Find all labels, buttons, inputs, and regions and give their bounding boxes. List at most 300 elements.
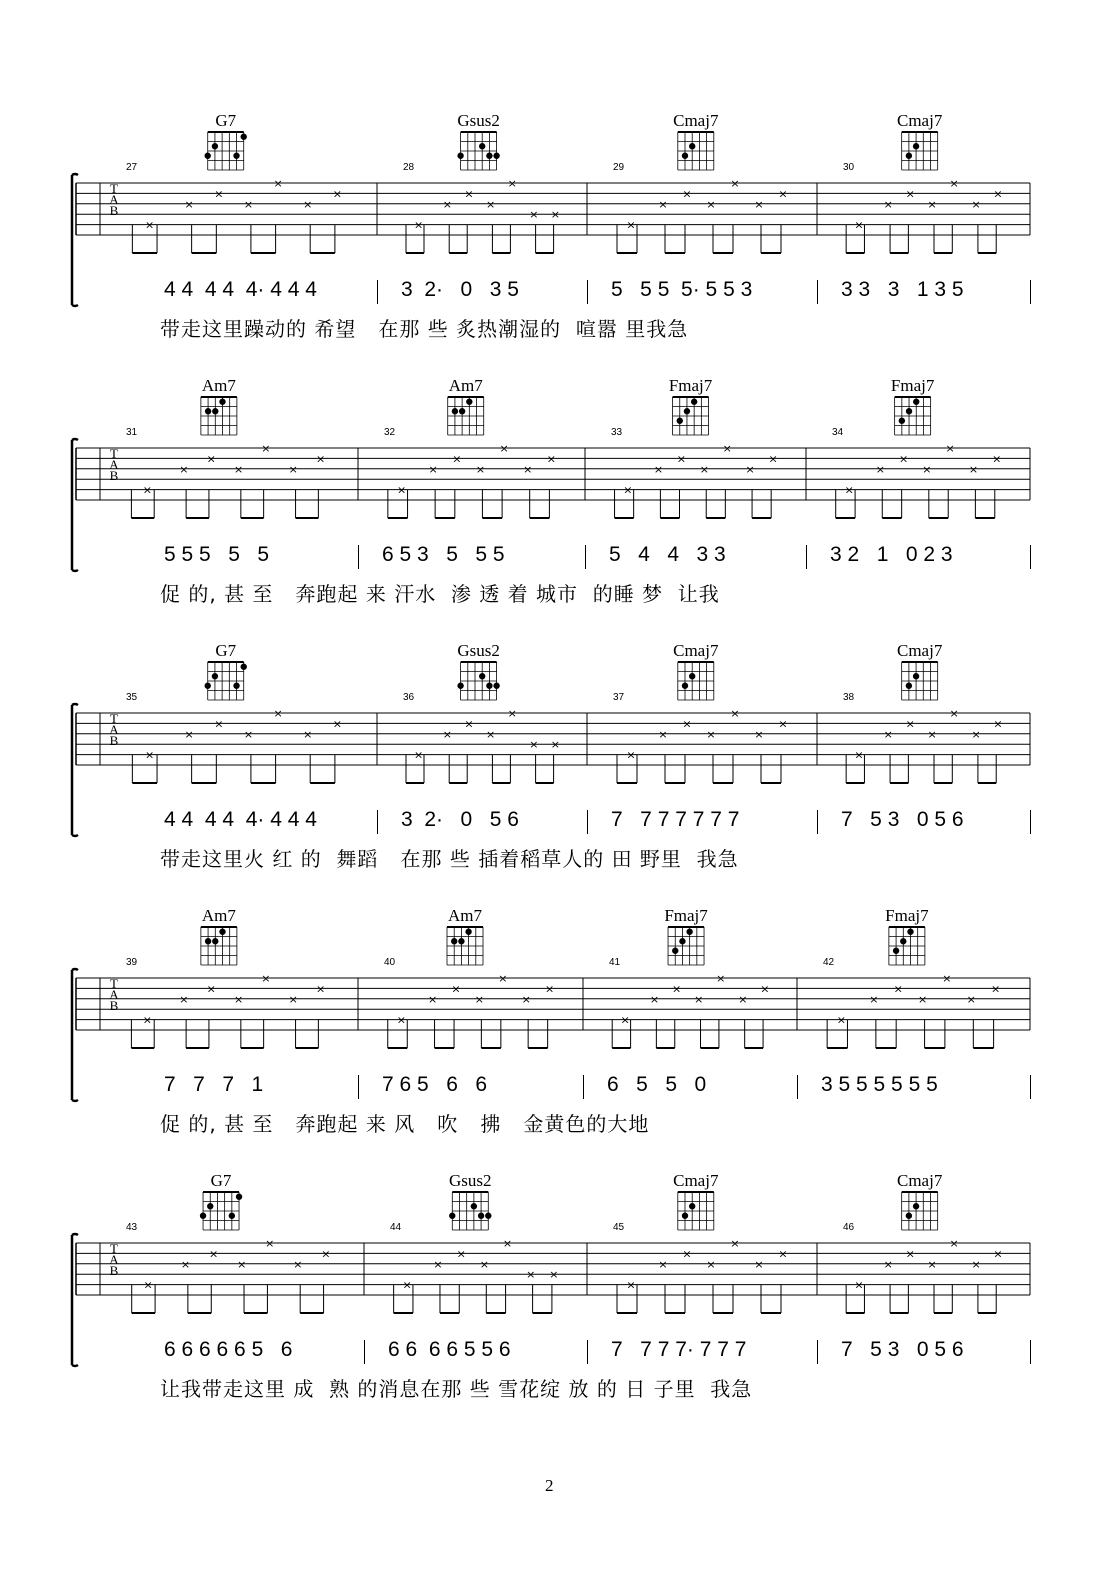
tab-note-x: × xyxy=(451,982,461,996)
jianpu-bar-line xyxy=(1030,545,1031,569)
tab-note-x: × xyxy=(760,982,770,996)
measure-number: 41 xyxy=(609,957,621,968)
jianpu-bar-line xyxy=(587,810,588,834)
finger-dot xyxy=(449,1213,455,1219)
finger-dot xyxy=(241,134,247,140)
tab-note-x: × xyxy=(682,187,692,201)
tab-note-x: × xyxy=(682,1247,692,1261)
finger-dot xyxy=(493,683,499,689)
tab-clef-letter: A xyxy=(109,1252,119,1267)
finger-dot xyxy=(486,683,492,689)
measure-number: 42 xyxy=(823,957,835,968)
finger-dot xyxy=(485,1213,491,1219)
tab-note-x: × xyxy=(745,462,755,476)
jianpu-bar-line xyxy=(377,280,378,304)
tab-clef-letter: B xyxy=(109,998,119,1013)
tab-note-x: × xyxy=(905,187,915,201)
chord-name: Gsus2 xyxy=(457,641,500,660)
chord-diagram xyxy=(678,132,714,170)
finger-dot xyxy=(236,1194,242,1200)
finger-dot xyxy=(219,399,225,405)
tab-note-x: × xyxy=(623,483,633,497)
tab-note-x: × xyxy=(507,177,517,190)
tab-staff xyxy=(0,110,1110,260)
finger-dot xyxy=(205,683,211,689)
tab-note-x: × xyxy=(992,452,1002,466)
finger-dot xyxy=(689,673,695,679)
tab-note-x: × xyxy=(145,748,155,762)
finger-dot xyxy=(205,408,211,414)
tab-note-x: × xyxy=(549,1268,559,1282)
tab-note-x: × xyxy=(671,982,682,996)
tab-note-x: × xyxy=(730,1237,740,1250)
tab-note-x: × xyxy=(474,992,485,1006)
tab-note-x: × xyxy=(544,982,555,996)
jianpu-bar-line xyxy=(1030,280,1031,304)
jianpu-bar-line xyxy=(358,545,359,569)
tab-note-x: × xyxy=(754,197,764,211)
tab-staff xyxy=(0,905,1110,1055)
tab-note-x: × xyxy=(854,748,864,762)
finger-dot xyxy=(689,1203,695,1209)
tab-clef-letter: T xyxy=(110,976,118,991)
jianpu-bar-line xyxy=(797,1075,798,1099)
chord-name: G7 xyxy=(215,641,237,660)
tab-staff xyxy=(0,1170,1110,1320)
jianpu-notation: 5 5 5 5 5 xyxy=(164,543,270,566)
tab-note-x: × xyxy=(316,452,326,466)
chord-diagram xyxy=(201,397,237,435)
jianpu-bar-line xyxy=(587,1340,588,1364)
jianpu-notation: 6 6 6 6 6 5 6 xyxy=(164,1338,293,1361)
tab-note-x: × xyxy=(332,717,342,731)
tab-note-x: × xyxy=(778,1247,788,1261)
tab-note-x: × xyxy=(243,197,254,211)
tab-note-x: × xyxy=(945,442,955,455)
tab-note-x: × xyxy=(529,208,539,222)
tab-note-x: × xyxy=(706,1257,716,1271)
finger-dot xyxy=(229,1213,235,1219)
finger-dot xyxy=(899,418,905,424)
chord-diagram xyxy=(200,1192,242,1230)
tab-note-x: × xyxy=(452,452,462,466)
tab-note-x: × xyxy=(303,197,313,211)
jianpu-bar-line xyxy=(817,1340,818,1364)
music-system xyxy=(0,375,1110,625)
finger-dot xyxy=(457,153,463,159)
measure-number: 44 xyxy=(390,1222,402,1233)
tab-note-x: × xyxy=(237,1257,247,1271)
tab-note-x: × xyxy=(836,1013,846,1027)
tab-note-x: × xyxy=(208,1247,219,1261)
measure-number: 39 xyxy=(126,957,138,968)
tab-note-x: × xyxy=(730,177,740,190)
chord-name: Cmaj7 xyxy=(673,1171,719,1190)
finger-dot xyxy=(471,1203,477,1209)
tab-note-x: × xyxy=(676,452,687,466)
tab-note-x: × xyxy=(738,992,748,1006)
finger-dot xyxy=(452,408,458,414)
measure-number: 40 xyxy=(384,957,396,968)
tab-note-x: × xyxy=(273,707,283,720)
tab-note-x: × xyxy=(754,727,764,741)
music-system xyxy=(0,905,1110,1155)
finger-dot xyxy=(913,1203,919,1209)
chord-name: Am7 xyxy=(201,906,236,925)
tab-note-x: × xyxy=(917,992,928,1006)
measure-number: 45 xyxy=(613,1222,625,1233)
chord-name: Am7 xyxy=(448,906,482,925)
tab-note-x: × xyxy=(529,738,539,752)
tab-note-x: × xyxy=(854,218,864,232)
tab-note-x: × xyxy=(949,177,959,190)
finger-dot xyxy=(906,408,912,414)
finger-dot xyxy=(913,143,919,149)
finger-dot xyxy=(486,153,492,159)
jianpu-notation: 6 6 6 6 5 5 6 xyxy=(388,1338,511,1361)
measure-number: 32 xyxy=(384,427,396,438)
tab-note-x: × xyxy=(993,187,1003,201)
finger-dot xyxy=(682,153,688,159)
tab-note-x: × xyxy=(966,992,976,1006)
tab-note-x: × xyxy=(179,992,189,1006)
tab-note-x: × xyxy=(922,462,932,476)
tab-note-x: × xyxy=(875,462,885,476)
tab-note-x: × xyxy=(550,738,561,752)
tab-note-x: × xyxy=(142,483,152,497)
jianpu-bar-line xyxy=(1030,1075,1031,1099)
jianpu-notation: 5 4 4 3 3 xyxy=(609,543,726,566)
finger-dot xyxy=(672,948,678,954)
jianpu-bar-line xyxy=(585,545,586,569)
chord-diagram xyxy=(678,662,714,700)
tab-note-x: × xyxy=(402,1278,412,1292)
music-system xyxy=(0,640,1110,890)
jianpu-notation: 3 2· 0 3 5 xyxy=(401,278,519,301)
tab-note-x: × xyxy=(971,197,981,211)
finger-dot xyxy=(233,683,239,689)
tab-note-x: × xyxy=(927,197,937,211)
measure-number: 33 xyxy=(611,427,623,438)
tab-clef-letter: B xyxy=(109,203,119,218)
lyrics-line: 让我带走这里 成 熟 的消息在那 些 雪花绽 放 的 日 子里 我急 xyxy=(160,1377,753,1401)
tab-note-x: × xyxy=(949,1237,959,1250)
tab-note-x: × xyxy=(142,1013,152,1027)
finger-dot xyxy=(893,948,899,954)
tab-note-x: × xyxy=(261,972,271,985)
tab-note-x: × xyxy=(214,717,224,731)
chord-name: Fmaj7 xyxy=(890,376,935,395)
measure-number: 35 xyxy=(126,692,138,703)
finger-dot xyxy=(459,408,465,414)
finger-dot xyxy=(913,399,919,405)
tab-note-x: × xyxy=(844,483,854,497)
chord-name: Am7 xyxy=(201,376,236,395)
jianpu-notation: 5 5 5 5· 5 5 3 xyxy=(611,278,753,301)
tab-note-x: × xyxy=(523,462,533,476)
chord-diagram xyxy=(457,132,499,170)
tab-note-x: × xyxy=(442,197,453,211)
finger-dot xyxy=(691,399,697,405)
finger-dot xyxy=(205,153,211,159)
tab-note-x: × xyxy=(905,1247,915,1261)
tab-note-x: × xyxy=(321,1247,331,1261)
finger-dot xyxy=(451,938,457,944)
jianpu-notation: 7 5 3 0 5 6 xyxy=(841,808,964,831)
finger-dot xyxy=(207,1203,213,1209)
finger-dot xyxy=(212,938,218,944)
jianpu-notation: 7 7 7 1 xyxy=(164,1073,264,1096)
jianpu-notation: 4 4 4 4 4· 4 4 4 xyxy=(164,808,317,831)
tab-note-x: × xyxy=(649,992,660,1006)
tab-note-x: × xyxy=(869,992,879,1006)
tab-note-x: × xyxy=(265,1237,275,1250)
measure-number: 43 xyxy=(126,1222,138,1233)
chord-diagram xyxy=(201,927,237,965)
tab-clef-letter: A xyxy=(109,987,119,1002)
chord-name: Fmaj7 xyxy=(664,906,708,925)
finger-dot xyxy=(900,938,906,944)
finger-dot xyxy=(682,683,688,689)
chord-name: Cmaj7 xyxy=(897,1171,943,1190)
tab-note-x: × xyxy=(464,187,474,201)
tab-note-x: × xyxy=(658,197,668,211)
chord-diagram xyxy=(895,397,931,435)
jianpu-bar-line xyxy=(377,810,378,834)
tab-note-x: × xyxy=(993,1247,1003,1261)
tab-note-x: × xyxy=(893,982,903,996)
finger-dot xyxy=(677,418,683,424)
tab-note-x: × xyxy=(626,218,636,232)
chord-name: Cmaj7 xyxy=(897,641,943,660)
tab-note-x: × xyxy=(768,452,778,466)
finger-dot xyxy=(465,929,471,935)
tab-note-x: × xyxy=(883,197,893,211)
measure-number: 34 xyxy=(832,427,844,438)
tab-clef-letter: A xyxy=(109,192,119,207)
tab-note-x: × xyxy=(854,1278,864,1292)
finger-dot xyxy=(241,664,247,670)
tab-note-x: × xyxy=(730,707,740,720)
chord-diagram xyxy=(457,662,499,700)
tab-note-x: × xyxy=(184,727,194,741)
jianpu-bar-line xyxy=(1030,1340,1031,1364)
tab-note-x: × xyxy=(883,727,893,741)
tab-note-x: × xyxy=(293,1257,303,1271)
finger-dot xyxy=(212,408,218,414)
tab-note-x: × xyxy=(464,717,474,731)
jianpu-bar-line xyxy=(806,545,807,569)
tab-note-x: × xyxy=(502,1237,513,1250)
tab-note-x: × xyxy=(396,1013,407,1027)
jianpu-bar-line xyxy=(587,280,588,304)
tab-note-x: × xyxy=(722,442,732,455)
tab-note-x: × xyxy=(433,1257,443,1271)
finger-dot xyxy=(689,143,695,149)
jianpu-notation: 7 7 7 7 7 7 7 xyxy=(611,808,740,831)
tab-note-x: × xyxy=(288,992,298,1006)
jianpu-bar-line xyxy=(817,280,818,304)
tab-clef-letter: T xyxy=(110,446,118,461)
chord-diagram xyxy=(448,397,484,435)
finger-dot xyxy=(200,1213,206,1219)
chord-diagram xyxy=(205,132,247,170)
tab-clef-letter: T xyxy=(110,711,118,726)
tab-note-x: × xyxy=(214,187,224,201)
measure-number: 30 xyxy=(843,162,855,173)
chord-name: Cmaj7 xyxy=(897,111,943,130)
finger-dot xyxy=(478,1213,484,1219)
jianpu-notation: 3 3 3 1 3 5 xyxy=(841,278,964,301)
finger-dot xyxy=(686,929,692,935)
tab-note-x: × xyxy=(233,992,244,1006)
tab-note-x: × xyxy=(427,992,438,1006)
tab-clef-letter: B xyxy=(109,1263,119,1278)
finger-dot xyxy=(906,153,912,159)
tab-note-x: × xyxy=(898,452,909,466)
finger-dot xyxy=(906,1213,912,1219)
chord-diagram xyxy=(889,927,925,965)
chord-name: Cmaj7 xyxy=(673,111,719,130)
finger-dot xyxy=(479,673,485,679)
tab-clef-letter: A xyxy=(109,722,119,737)
lyrics-line: 带走这里躁动的 希望 在那 些 炙热潮湿的 喧嚣 里我急 xyxy=(160,317,689,341)
tab-note-x: × xyxy=(626,1278,636,1292)
finger-dot xyxy=(479,143,485,149)
lyrics-line: 促 的, 甚 至 奔跑起 来 汗水 渗 透 着 城市 的睡 梦 让我 xyxy=(160,582,720,606)
finger-dot xyxy=(205,938,211,944)
finger-dot xyxy=(212,673,218,679)
tab-note-x: × xyxy=(927,1257,937,1271)
tab-note-x: × xyxy=(145,218,155,232)
tab-note-x: × xyxy=(233,462,244,476)
tab-note-x: × xyxy=(550,208,561,222)
tab-staff xyxy=(0,375,1110,525)
tab-note-x: × xyxy=(143,1278,153,1292)
tab-note-x: × xyxy=(968,462,979,476)
finger-dot xyxy=(493,153,499,159)
tab-note-x: × xyxy=(526,1268,536,1282)
finger-dot xyxy=(684,408,690,414)
tab-note-x: × xyxy=(180,1257,191,1271)
tab-note-x: × xyxy=(653,462,664,476)
chord-name: Fmaj7 xyxy=(668,376,713,395)
finger-dot xyxy=(219,929,225,935)
tab-clef-letter: A xyxy=(109,457,119,472)
chord-name: Cmaj7 xyxy=(673,641,719,660)
tab-note-x: × xyxy=(332,187,342,201)
jianpu-bar-line xyxy=(358,1075,359,1099)
tab-note-x: × xyxy=(949,707,959,720)
tab-note-x: × xyxy=(413,748,424,762)
jianpu-notation: 3 5 5 5 5 5 5 xyxy=(821,1073,938,1096)
chord-diagram xyxy=(668,927,704,965)
jianpu-bar-line xyxy=(1030,810,1031,834)
tab-note-x: × xyxy=(754,1257,764,1271)
tab-note-x: × xyxy=(397,483,407,497)
measure-number: 38 xyxy=(843,692,855,703)
chord-diagram xyxy=(449,1192,491,1230)
tab-note-x: × xyxy=(475,462,486,476)
tab-note-x: × xyxy=(993,717,1003,731)
jianpu-bar-line xyxy=(364,1340,365,1364)
measure-number: 46 xyxy=(843,1222,855,1233)
tab-note-x: × xyxy=(699,462,709,476)
tab-note-x: × xyxy=(658,727,668,741)
tab-note-x: × xyxy=(620,1013,630,1027)
tab-clef-letter: B xyxy=(109,468,119,483)
tab-note-x: × xyxy=(413,218,424,232)
tab-note-x: × xyxy=(546,452,556,466)
jianpu-bar-line xyxy=(583,1075,584,1099)
chord-name: G7 xyxy=(215,111,237,130)
measure-number: 37 xyxy=(613,692,625,703)
chord-diagram xyxy=(678,1192,714,1230)
lyrics-line: 带走这里火 红 的 舞蹈 在那 些 插着稻草人的 田 野里 我急 xyxy=(160,847,739,871)
tab-note-x: × xyxy=(243,727,254,741)
tab-note-x: × xyxy=(261,442,271,455)
music-system xyxy=(0,110,1110,360)
measure-number: 31 xyxy=(126,427,138,438)
jianpu-notation: 6 5 5 0 xyxy=(607,1073,707,1096)
tab-note-x: × xyxy=(626,748,636,762)
measure-number: 29 xyxy=(613,162,625,173)
finger-dot xyxy=(457,683,463,689)
tab-note-x: × xyxy=(303,727,313,741)
tab-note-x: × xyxy=(942,972,952,985)
tab-note-x: × xyxy=(521,992,531,1006)
tab-note-x: × xyxy=(273,177,283,190)
tab-note-x: × xyxy=(179,462,189,476)
tab-note-x: × xyxy=(442,727,453,741)
tab-note-x: × xyxy=(991,982,1001,996)
tab-note-x: × xyxy=(485,727,496,741)
tab-clef-letter: T xyxy=(110,1241,118,1256)
jianpu-notation: 6 5 3 5 5 5 xyxy=(382,543,505,566)
chord-name: Fmaj7 xyxy=(885,906,929,925)
chord-name: G7 xyxy=(210,1171,232,1190)
tab-clef-letter: T xyxy=(110,181,118,196)
tab-note-x: × xyxy=(485,197,496,211)
tab-staff xyxy=(0,640,1110,790)
jianpu-notation: 7 7 7 7· 7 7 7 xyxy=(611,1338,747,1361)
tab-note-x: × xyxy=(507,707,517,720)
page-number: 2 xyxy=(545,1476,554,1495)
finger-dot xyxy=(679,938,685,944)
tab-note-x: × xyxy=(499,442,509,455)
tab-note-x: × xyxy=(778,187,788,201)
finger-dot xyxy=(212,143,218,149)
tab-note-x: × xyxy=(927,727,937,741)
lyrics-line: 促 的, 甚 至 奔跑起 来 风 吹 拂 金黄色的大地 xyxy=(160,1112,650,1136)
tab-note-x: × xyxy=(288,462,298,476)
tab-note-x: × xyxy=(706,197,716,211)
finger-dot xyxy=(466,399,472,405)
tab-clef-letter: B xyxy=(109,733,119,748)
tab-note-x: × xyxy=(883,1257,893,1271)
finger-dot xyxy=(907,929,913,935)
tab-note-x: × xyxy=(905,717,915,731)
chord-diagram xyxy=(205,662,247,700)
tab-note-x: × xyxy=(316,982,326,996)
jianpu-notation: 4 4 4 4 4· 4 4 4 xyxy=(164,278,317,301)
tab-note-x: × xyxy=(206,982,216,996)
jianpu-notation: 3 2· 0 5 6 xyxy=(401,808,519,831)
measure-number: 28 xyxy=(403,162,415,173)
music-system xyxy=(0,1170,1110,1420)
jianpu-bar-line xyxy=(817,810,818,834)
measure-number: 27 xyxy=(126,162,138,173)
